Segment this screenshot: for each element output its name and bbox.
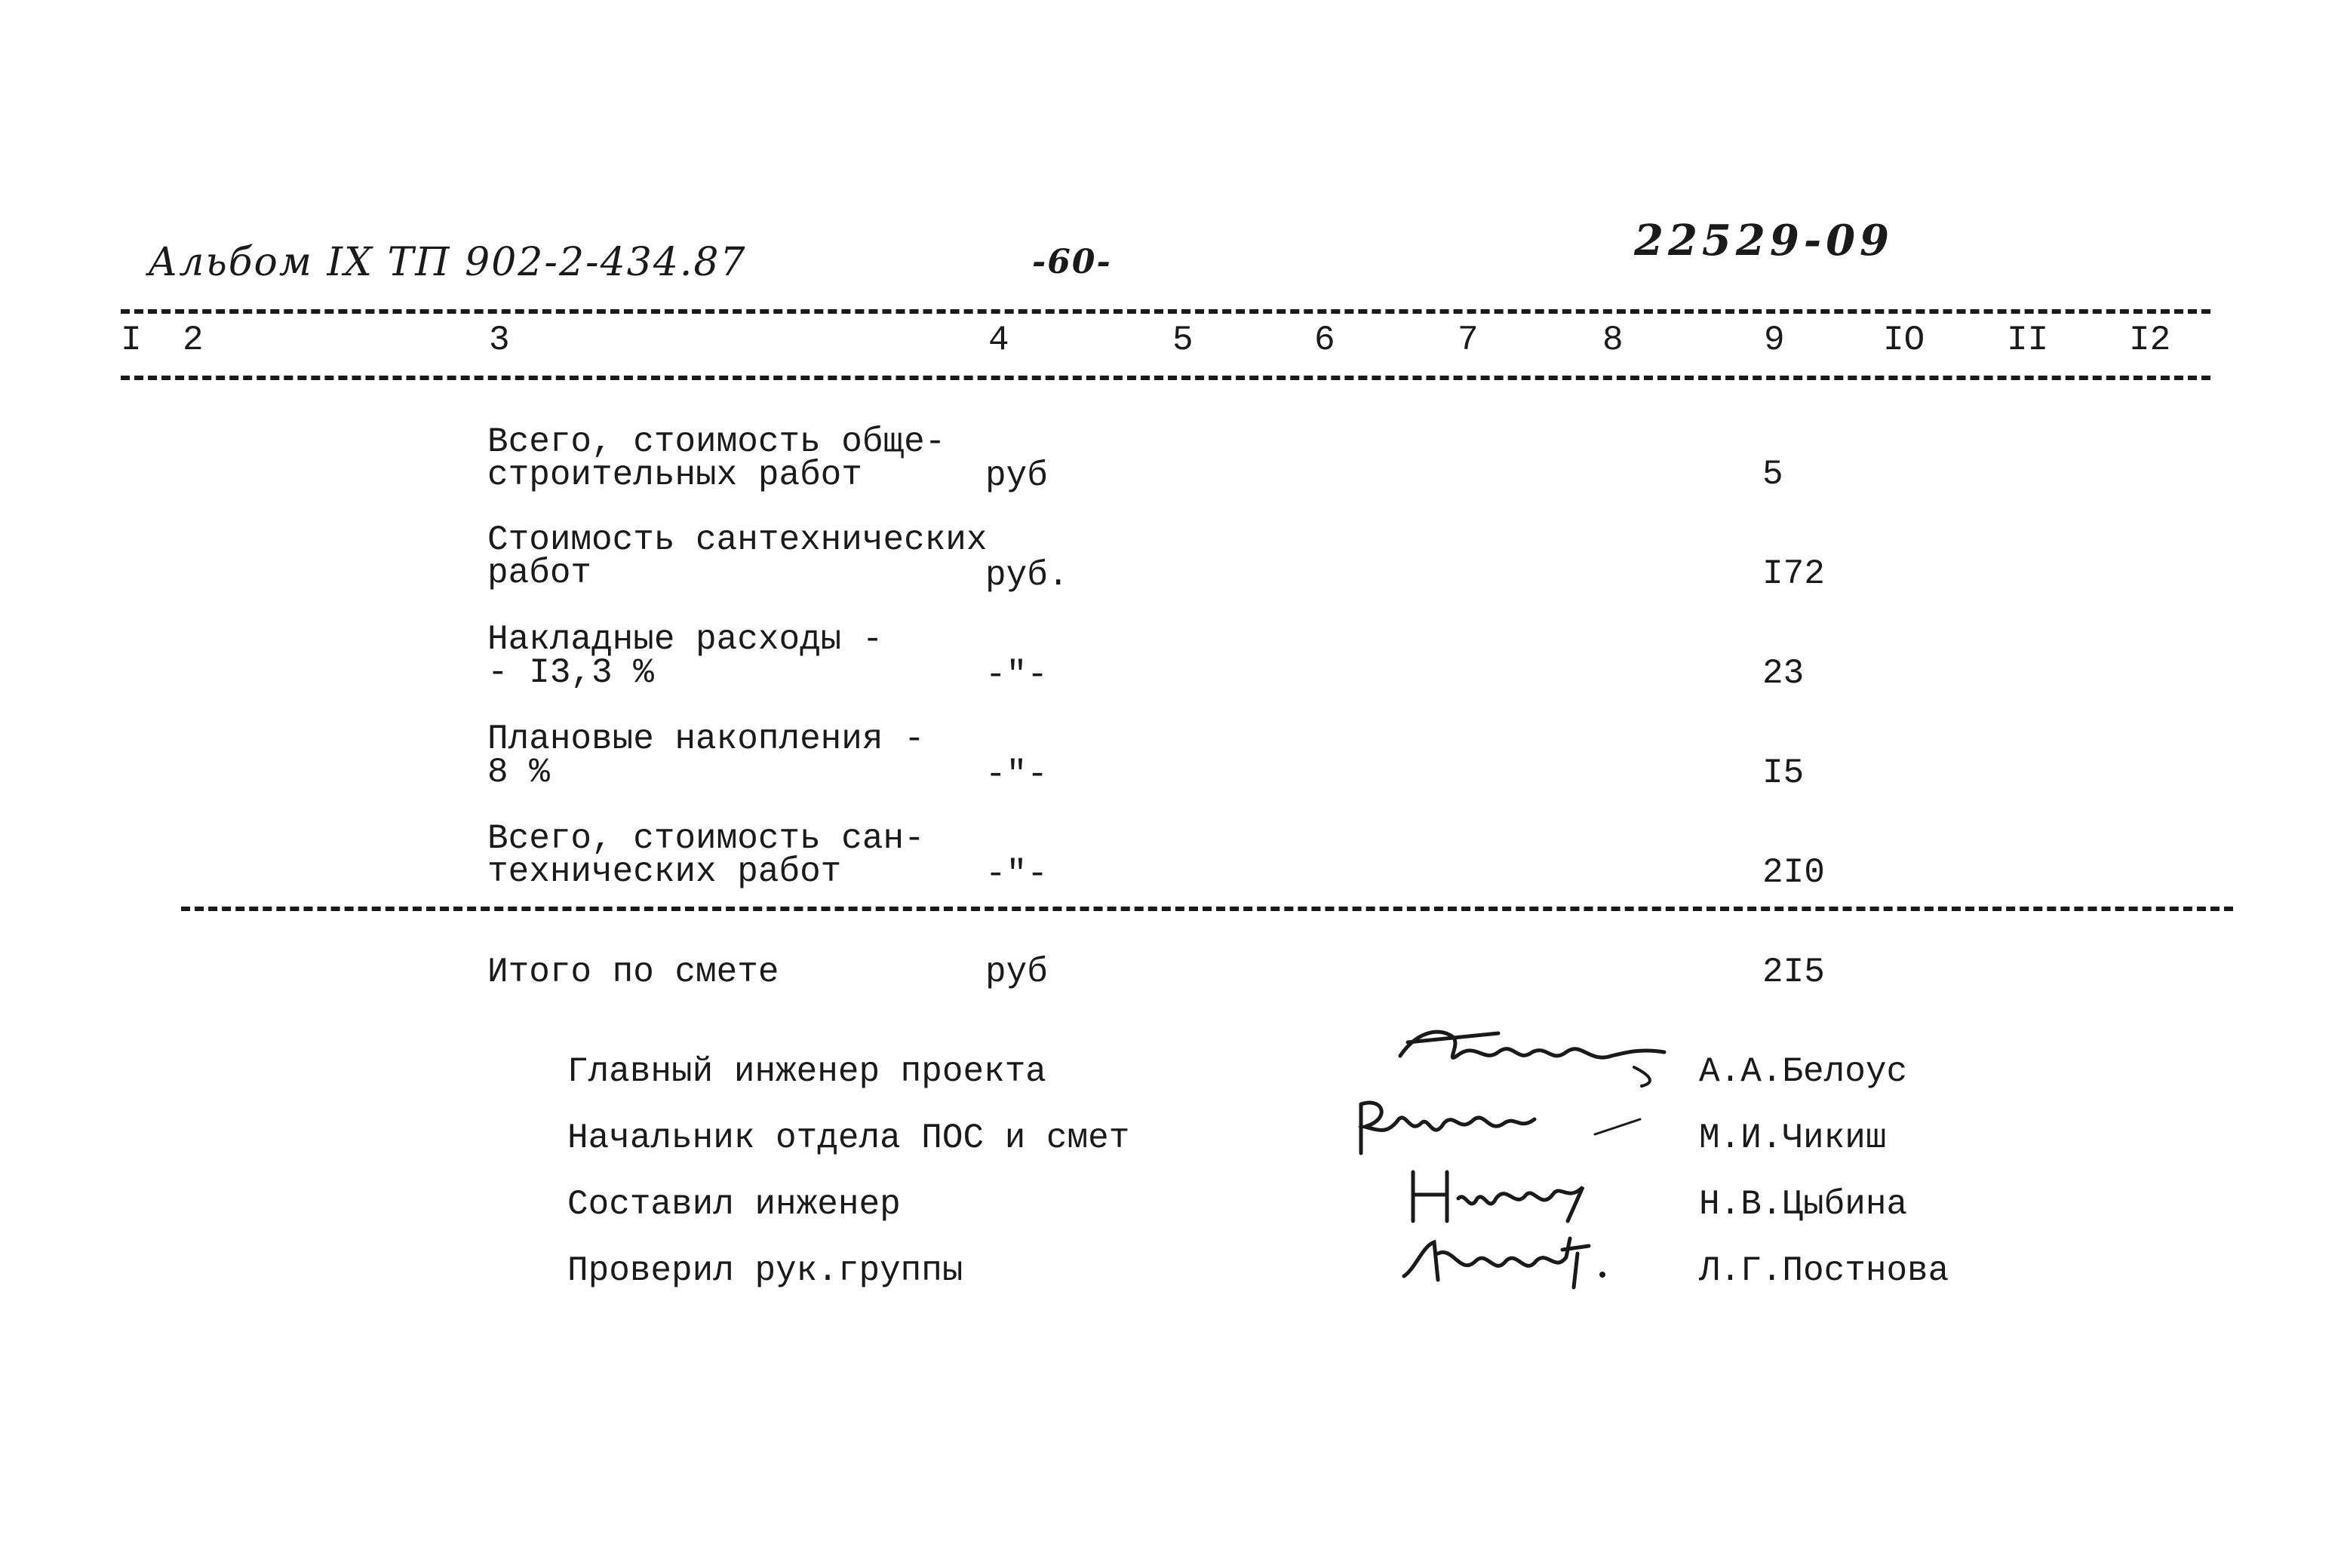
row-description-line: - I3,3 % bbox=[487, 653, 654, 692]
signature-chikish bbox=[1346, 1089, 1663, 1164]
row-description-line: Стоимость сантехнических bbox=[487, 520, 988, 560]
row-description-line: строительных работ bbox=[487, 456, 862, 495]
header-top-divider bbox=[121, 309, 2210, 314]
row-description bbox=[487, 422, 946, 495]
document-code: 22529-09 bbox=[1634, 216, 1894, 265]
column-number-1: I bbox=[121, 321, 142, 360]
column-number-9: 9 bbox=[1764, 321, 1785, 360]
signature-name: Н.В.Цыбина bbox=[1699, 1185, 1908, 1224]
signature-title: Составил инженер bbox=[567, 1185, 901, 1224]
row-unit: -"- bbox=[985, 655, 1048, 695]
row-description-line: Накладные расходы - bbox=[487, 620, 883, 659]
row-description-line: работ bbox=[487, 554, 592, 593]
signature-title: Начальник отдела ПОС и смет bbox=[567, 1118, 1130, 1158]
row-description bbox=[487, 720, 925, 792]
row-description bbox=[487, 520, 988, 593]
row-description-line: Всего, стоимость сан- bbox=[487, 819, 925, 858]
row-description-line: Всего, стоимость обще- bbox=[487, 422, 946, 462]
row-description bbox=[487, 819, 925, 891]
row-description-line: 8 % bbox=[487, 753, 550, 792]
row-value: I5 bbox=[1762, 753, 1805, 793]
page-number: -60- bbox=[1032, 243, 1112, 281]
signature-name: Л.Г.Постнова bbox=[1699, 1251, 1949, 1290]
signature-title: Проверил рук.группы bbox=[567, 1251, 963, 1290]
album-label: Альбом IX ТП 902-2-434.87 bbox=[148, 240, 747, 285]
row-value: I72 bbox=[1762, 554, 1825, 594]
row-description-line: Плановые накопления - bbox=[487, 720, 925, 759]
signature-name: М.И.Чикиш bbox=[1699, 1118, 1887, 1158]
row-unit: -"- bbox=[985, 755, 1048, 794]
signature-name: А.А.Белоус bbox=[1699, 1052, 1908, 1091]
total-label: Итого по смете bbox=[487, 953, 779, 992]
column-number-7: 7 bbox=[1458, 321, 1479, 360]
total-value: 2I5 bbox=[1762, 953, 1825, 992]
signature-tsybina bbox=[1402, 1157, 1613, 1232]
signature-belous bbox=[1385, 1011, 1687, 1094]
column-number-3: 3 bbox=[489, 321, 510, 360]
row-value: 5 bbox=[1762, 455, 1783, 494]
column-number-10: IO bbox=[1883, 321, 1925, 360]
column-number-8: 8 bbox=[1602, 321, 1624, 360]
column-number-5: 5 bbox=[1172, 321, 1194, 360]
row-value: 23 bbox=[1762, 654, 1805, 693]
row-description-line: технических работ bbox=[487, 852, 842, 891]
column-number-2: 2 bbox=[183, 321, 204, 360]
signature-title: Главный инженер проекта bbox=[567, 1052, 1046, 1091]
row-unit: -"- bbox=[985, 855, 1048, 894]
row-unit: руб. bbox=[985, 556, 1069, 595]
row-unit: руб bbox=[985, 456, 1048, 496]
column-number-4: 4 bbox=[988, 321, 1009, 360]
column-number-12: I2 bbox=[2129, 321, 2171, 360]
column-number-11: II bbox=[2007, 321, 2049, 360]
signature-postnova bbox=[1393, 1223, 1619, 1299]
header-bottom-divider bbox=[121, 376, 2210, 380]
row-value: 2I0 bbox=[1762, 853, 1825, 892]
row-description bbox=[487, 620, 883, 692]
total-unit: руб bbox=[985, 953, 1048, 992]
column-number-6: 6 bbox=[1314, 321, 1335, 360]
total-divider bbox=[181, 907, 2233, 911]
